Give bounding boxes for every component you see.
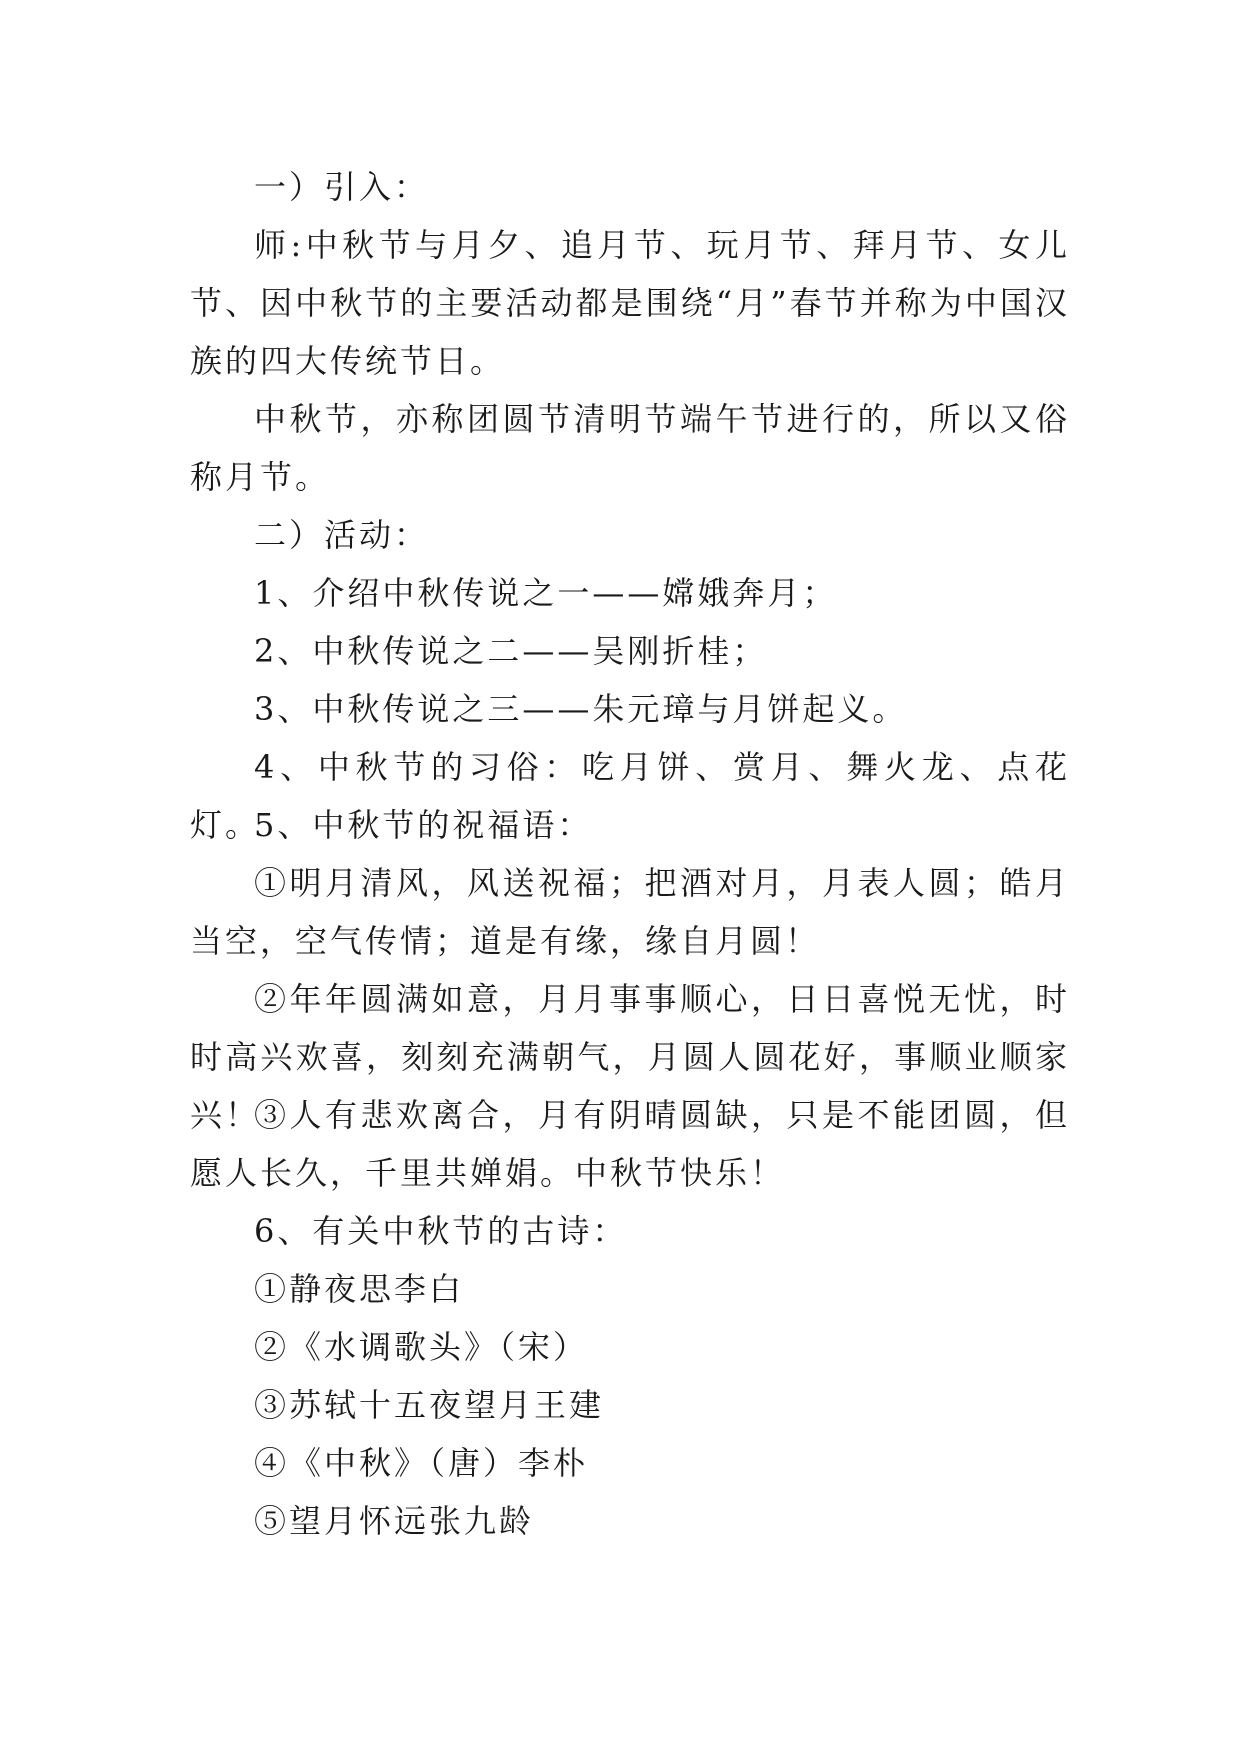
greeting-3: ③人有悲欢离合，月有阴晴圆缺，只是不能团圆，但愿人长久，千里共婵娟。中秋节快乐！: [190, 1096, 1070, 1192]
poem-2: ②《水调歌头》（宋）: [254, 1328, 589, 1366]
poem-5: ⑤望月怀远张九龄: [254, 1502, 535, 1540]
poem-4: ④《中秋》（唐）李朴: [254, 1444, 589, 1482]
paragraph-teacher-intro: 师:中秋节与月夕、追月节、玩月节、拜月节、女儿节、因中秋节的主要活动都是围绕“月”春节并称为中国汉族的四大传统节日。: [190, 226, 1070, 380]
list-item-legend-3: 3、中秋传说之三——朱元璋与月饼起义。: [254, 690, 908, 728]
poem-1: ①静夜思李白: [254, 1270, 465, 1308]
greeting-1: ①明月清风，风送祝福；把酒对月，月表人圆；皓月当空，空气传情；道是有缘，缘自月圆！: [190, 864, 1070, 960]
paragraph-mid-autumn: 中秋节，亦称团圆节清明节端午节进行的，所以又俗称月节。: [190, 400, 1070, 496]
list-item-legend-2: 2、中秋传说之二——吴刚折桂；: [254, 632, 768, 670]
greeting-2: ②年年圆满如意，月月事事顺心，日日喜悦无忧，时时高兴欢喜，刻刻充满朝气，月圆人圆花好，事顺业顺家兴！: [190, 980, 1070, 1134]
section-heading-intro: 一）引入：: [254, 168, 430, 206]
list-item-poems-heading: 6、有关中秋节的古诗：: [254, 1212, 628, 1250]
list-item-legend-1: 1、介绍中秋传说之一——嫦娥奔月；: [254, 574, 838, 612]
poem-3: ③苏轼十五夜望月王建: [254, 1386, 605, 1424]
list-item-customs: 4、中秋节的习俗：吃月饼、赏月、舞火龙、点花灯。: [190, 748, 1070, 844]
list-item-greetings-heading: 5、中秋节的祝福语：: [254, 806, 593, 844]
section-heading-activities: 二）活动：: [254, 516, 430, 554]
